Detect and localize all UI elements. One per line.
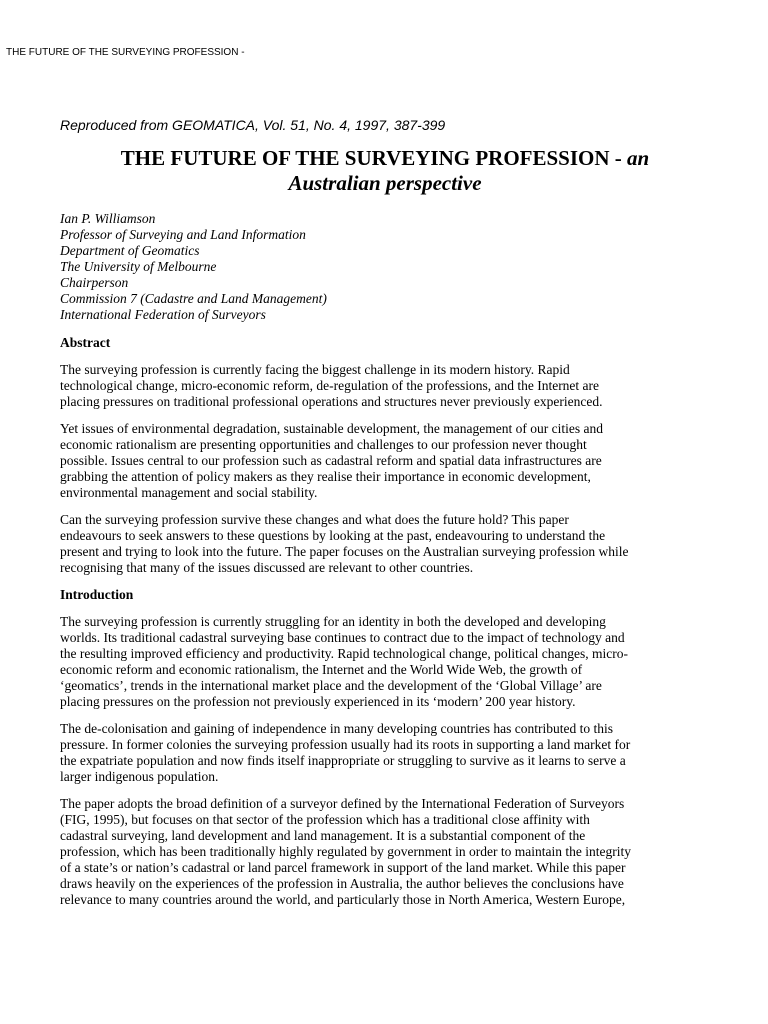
text-line: grabbing the attention of policy makers as they realise their importance in economic development, bbox=[60, 469, 591, 484]
text-line: possible. Issues central to our profession such as cadastral reform and spatial data infrastructures are bbox=[60, 453, 602, 468]
text-line: ‘geomatics’, trends in the international market place and the development of the ‘Global Village’ are bbox=[60, 678, 602, 693]
text-line: profession, which has been traditionally highly regulated by government in order to maintain the integrity bbox=[60, 844, 631, 859]
text-line: present and trying to look into the future. The paper focuses on the Australian surveying profession while bbox=[60, 544, 629, 559]
title-subtitle-part2: Australian perspective bbox=[288, 171, 482, 195]
document-title bbox=[60, 146, 710, 196]
introduction-paragraph bbox=[60, 796, 710, 908]
document-body bbox=[60, 116, 710, 919]
author-line: Department of Geomatics bbox=[60, 243, 200, 258]
introduction-paragraph bbox=[60, 721, 710, 785]
author-line: Commission 7 (Cadastre and Land Management) bbox=[60, 291, 327, 306]
author-block bbox=[60, 211, 710, 323]
abstract-paragraph bbox=[60, 512, 710, 576]
text-line: economic reform and economic rationalism, the Internet and the World Wide Web, the growth of bbox=[60, 662, 583, 677]
text-line: The de-colonisation and gaining of independence in many developing countries has contributed to this bbox=[60, 721, 613, 736]
abstract-heading: Abstract bbox=[60, 335, 111, 350]
text-line: of a state’s or nation’s cadastral or land parcel framework in support of the land market. While this paper bbox=[60, 860, 626, 875]
author-line: International Federation of Surveyors bbox=[60, 307, 266, 322]
text-line: Yet issues of environmental degradation, sustainable development, the management of our cities and bbox=[60, 421, 603, 436]
text-line: (FIG, 1995), but focuses on that sector of the profession which has a traditional close affinity with bbox=[60, 812, 590, 827]
text-line: worlds. Its traditional cadastral surveying base continues to contract due to the impact of technology and bbox=[60, 630, 625, 645]
text-line: larger indigenous population. bbox=[60, 769, 219, 784]
page-header: THE FUTURE OF THE SURVEYING PROFESSION - bbox=[6, 47, 245, 58]
text-line: the resulting improved efficiency and productivity. Rapid technological change, political changes, micro- bbox=[60, 646, 628, 661]
text-line: pressure. In former colonies the surveying profession usually had its roots in supporting a land market for bbox=[60, 737, 631, 752]
text-line: Can the surveying profession survive these changes and what does the future hold? This paper bbox=[60, 512, 569, 527]
text-line: The surveying profession is currently facing the biggest challenge in its modern history. Rapid bbox=[60, 362, 570, 377]
introduction-heading: Introduction bbox=[60, 587, 134, 602]
text-line: technological change, micro-economic reform, de-regulation of the professions, and the Internet are bbox=[60, 378, 600, 393]
author-line: Chairperson bbox=[60, 275, 129, 290]
author-line: Professor of Surveying and Land Information bbox=[60, 227, 306, 242]
reproduced-from-citation: Reproduced from GEOMATICA, Vol. 51, No. 4, 1997, 387-399 bbox=[60, 117, 446, 133]
author-line: Ian P. Williamson bbox=[60, 211, 156, 226]
abstract-paragraph bbox=[60, 362, 710, 410]
text-line: The surveying profession is currently struggling for an identity in both the developed and developing bbox=[60, 614, 606, 629]
text-line: placing pressures on traditional professional operations and structures never previously experienced. bbox=[60, 394, 603, 409]
title-main: THE FUTURE OF THE SURVEYING PROFESSION - bbox=[120, 146, 628, 170]
text-line: The paper adopts the broad definition of a surveyor defined by the International Federation of Surveyors bbox=[60, 796, 625, 811]
text-line: placing pressures on the profession not previously experienced in its ‘modern’ 200 year history. bbox=[60, 694, 576, 709]
text-line: recognising that many of the issues discussed are relevant to other countries. bbox=[60, 560, 474, 575]
introduction-paragraph bbox=[60, 614, 710, 710]
author-line: The University of Melbourne bbox=[60, 259, 217, 274]
abstract-paragraph bbox=[60, 421, 710, 501]
text-line: environmental management and social stability. bbox=[60, 485, 318, 500]
text-line: cadastral surveying, land development and land management. It is a substantial component of the bbox=[60, 828, 586, 843]
title-subtitle-part1: an bbox=[627, 146, 650, 170]
text-line: draws heavily on the experiences of the profession in Australia, the author believes the conclusions have bbox=[60, 876, 624, 891]
text-line: endeavours to seek answers to these questions by looking at the past, endeavouring to understand the bbox=[60, 528, 606, 543]
text-line: the expatriate population and now finds itself inappropriate or struggling to survive as it learns to serve a bbox=[60, 753, 626, 768]
text-line: economic rationalism are presenting opportunities and challenges to our profession never thought bbox=[60, 437, 587, 452]
text-line: relevance to many countries around the world, and particularly those in North America, Western Europe, bbox=[60, 892, 626, 907]
